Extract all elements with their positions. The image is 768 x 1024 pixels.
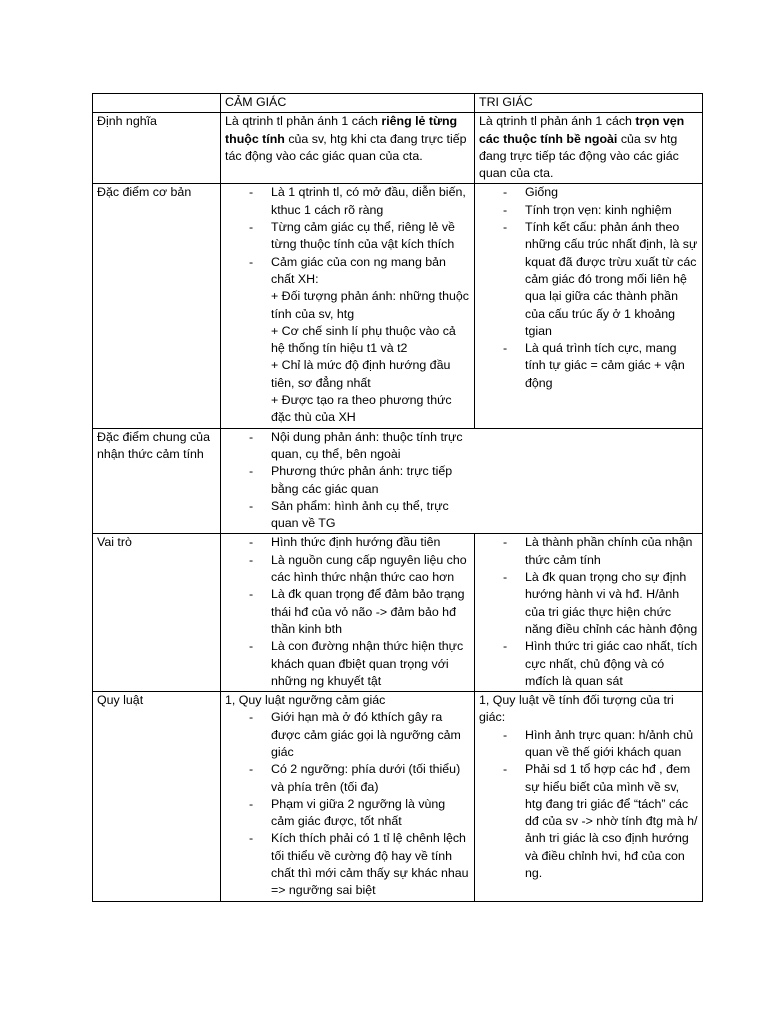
sub-item: + Chỉ là mức độ định hướng đầu tiên, sơ đẳng nhất (271, 358, 451, 390)
list-item-text: Là con đường nhận thức hiện thực khách quan đbiệt quan trọng với những ng khuyết tật (271, 639, 464, 688)
dash-marker: - (249, 185, 254, 200)
dash-marker: - (503, 639, 508, 654)
dash-marker: - (249, 535, 254, 550)
dash-marker: - (503, 535, 508, 550)
dash-marker: - (503, 341, 508, 356)
row-vai-tro (93, 534, 703, 692)
bullet-list (479, 184, 698, 392)
list-item-text: Là thành phần chính của nhận thức cảm tính (525, 535, 693, 567)
dash-marker: - (249, 220, 254, 235)
list-item (225, 184, 470, 219)
bullet-list (225, 429, 471, 533)
dash-marker: - (249, 796, 254, 811)
definition-text: của sv htg đang trực tiếp tác động vào các giác quan của cta. (479, 131, 679, 181)
dash-marker: - (249, 831, 254, 846)
definition-text: Là qtrinh tl phản ánh 1 cách (479, 114, 636, 129)
bullet-list (479, 534, 698, 690)
header-blank-cell (93, 94, 221, 113)
list-item-text: Là đk quan trọng cho sự định hướng hành vi và hđ. H/ảnh của tri giác thực hiện chức năng điều chỉnh các hành động (525, 570, 698, 636)
row-label: Quy luật (93, 692, 221, 902)
list-item-text: Giống (525, 185, 559, 200)
row-label: Đặc điểm chung của nhận thức cảm tính (93, 428, 221, 534)
list-item (225, 586, 470, 638)
list-item-text: Hình thức tri giác cao nhất, tích cực nhất, chủ động và có mđích là quan sát (525, 639, 698, 688)
cam-giac-features (221, 184, 475, 428)
table-header-row (93, 94, 703, 113)
bullet-list (225, 709, 470, 899)
dash-marker: - (249, 710, 254, 725)
list-item-text: Giới hạn mà ở đó kthích gây ra được cảm giác gọi là ngưỡng cảm giác (271, 710, 461, 759)
tri-giac-laws (475, 692, 703, 902)
list-item (225, 498, 471, 533)
list-item (479, 727, 698, 762)
sub-item: + Đối tượng phản ánh: những thuộc tính của sv, htg (271, 289, 469, 321)
list-item-text: Hình thức định hướng đầu tiên (271, 535, 441, 550)
bullet-list (479, 727, 698, 883)
definition-text: của sv, htg khi cta đang trực tiếp tác động vào các giác quan của cta. (225, 131, 467, 163)
list-item (225, 830, 470, 899)
list-item (225, 219, 470, 254)
list-item (479, 638, 698, 690)
list-item-text: Có 2 ngưỡng: phía dưới (tối thiểu) và phía trên (tối đa) (271, 762, 461, 794)
dash-marker: - (249, 254, 254, 269)
dash-marker: - (249, 429, 254, 444)
dash-marker: - (503, 220, 508, 235)
list-item (225, 761, 470, 796)
bullet-list (225, 184, 470, 426)
list-item (225, 552, 470, 587)
list-item (225, 254, 470, 427)
row-label: Đặc điểm cơ bản (93, 184, 221, 428)
list-item (225, 463, 471, 498)
dash-marker: - (249, 498, 254, 513)
list-item-text: Phương thức phản ánh: trực tiếp bằng các giác quan (271, 464, 453, 496)
row-quy-luat (93, 692, 703, 902)
list-item-text: Tính trọn vẹn: kinh nghiệm (525, 202, 672, 217)
dash-marker: - (249, 762, 254, 777)
dash-marker: - (503, 570, 508, 585)
law-title: 1, Quy luật về tính đối tượng của tri giác: (479, 693, 674, 725)
definition-text: Là qtrinh tl phản ánh 1 cách (225, 114, 382, 129)
list-item (225, 429, 471, 464)
list-item-text: Từng cảm giác cụ thể, riêng lẻ về từng thuộc tính của vật kích thích (271, 220, 455, 252)
list-item (225, 638, 470, 690)
tri-giac-features (475, 184, 703, 428)
list-item-text: Là đk quan trọng để đảm bảo trạng thái hđ của vỏ não -> đảm bảo hđ thần kinh bth (271, 587, 465, 636)
list-item-text: Là nguồn cung cấp nguyên liệu cho các hình thức nhận thức cao hơn (271, 552, 467, 585)
dash-marker: - (249, 587, 254, 602)
dash-marker: - (503, 185, 508, 200)
row-label: Định nghĩa (93, 113, 221, 184)
row-dac-diem-co-ban (93, 184, 703, 428)
dash-marker: - (249, 639, 254, 654)
list-item-text: Hình ảnh trực quan: h/ảnh chủ quan về thế giới khách quan (525, 727, 694, 759)
tri-giac-definition (475, 113, 703, 184)
sub-item: + Cơ chế sinh lí phụ thuộc vào cả hệ thống tín hiệu t1 và t2 (271, 323, 456, 356)
definition-bold-text: riêng lẻ từng thuộc tính (225, 114, 458, 146)
sub-item: + Được tạo ra theo phương thức đặc thù của XH (271, 393, 452, 425)
dash-marker: - (503, 727, 508, 742)
shared-features (221, 428, 703, 534)
list-item (479, 761, 698, 882)
list-item-text: Phạm vi giữa 2 ngưỡng là vùng cảm giác được, tốt nhất (271, 796, 446, 829)
list-item-text: Là 1 qtrinh tl, có mở đầu, diễn biến, kthuc 1 cách rõ ràng (271, 185, 466, 217)
definition-bold-text: trọn vẹn các thuộc tính bề ngoài (479, 114, 685, 146)
list-item (479, 569, 698, 638)
header-tri-giac: TRI GIÁC (475, 94, 703, 113)
header-cam-giac: CẢM GIÁC (221, 94, 475, 113)
list-item (479, 184, 698, 201)
list-item (479, 219, 698, 340)
row-label: Vai trò (93, 534, 221, 692)
dash-marker: - (249, 552, 254, 567)
list-item-text: Sản phẩm: hình ảnh cụ thể, trực quan về TG (271, 498, 449, 531)
tri-giac-roles (475, 534, 703, 692)
list-item (479, 202, 698, 219)
list-item-text: Cảm giác của con ng mang bản chất XH: (271, 254, 446, 286)
list-item-text: Là quá trình tích cực, mang tính tự giác = cảm giác + vận động (525, 341, 685, 390)
list-item-text: Tính kết cấu: phản ánh theo những cấu trúc nhất định, là sự kquat đã được trừu xuất từ các cảm giác đó trong mối liên hệ qua lại giữa các thành phần của cấu trúc ấy ở 1 khoảng tgian (525, 220, 698, 338)
cam-giac-definition (221, 113, 475, 184)
list-item-text: Nội dung phản ánh: thuộc tính trực quan, cụ thể, bên ngoài (271, 429, 463, 461)
law-title: 1, Quy luật ngưỡng cảm giác (225, 693, 386, 708)
dash-marker: - (249, 464, 254, 479)
list-item (479, 340, 698, 392)
cam-giac-roles (221, 534, 475, 692)
row-dac-diem-chung (93, 428, 703, 534)
list-item (225, 796, 470, 831)
list-item (479, 534, 698, 569)
list-item-text: Phải sd 1 tổ hợp các hđ , đem sự hiểu biết của mình về sv, htg đang tri giác để “tách” các dđ của sv -> nhờ tính đtg mà h/ảnh tri giác là cso định hướng và điều chỉnh hvi, hđ của con ng. (525, 762, 698, 881)
dash-marker: - (503, 762, 508, 777)
list-item (225, 534, 470, 551)
list-item (225, 709, 470, 761)
bullet-list (225, 534, 470, 690)
list-item-text: Kích thích phải có 1 tỉ lệ chênh lệch tối thiểu về cường độ hay về tính chất thì mới cảm thấy sự khác nhau => ngưỡng sai biệt (271, 831, 469, 898)
dash-marker: - (503, 202, 508, 217)
cam-giac-laws (221, 692, 475, 902)
comparison-table (92, 93, 703, 902)
row-dinh-nghia (93, 113, 703, 184)
